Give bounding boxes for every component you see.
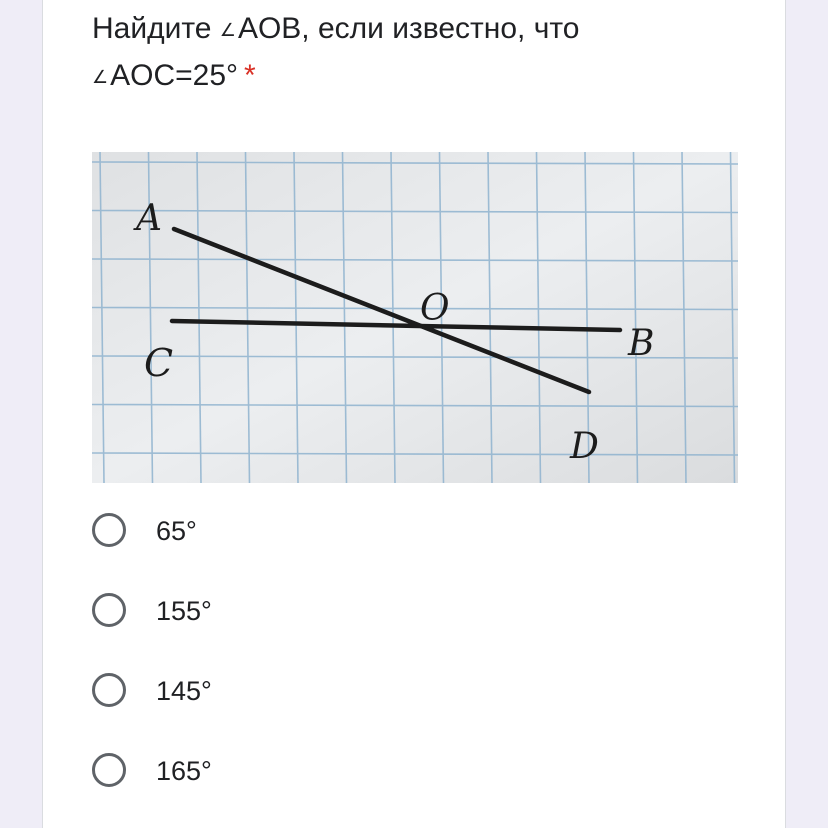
answer-options: [92, 492, 692, 812]
radio-button[interactable]: [92, 753, 126, 787]
question-text-given: AOC=25°: [110, 59, 239, 92]
option-label: 65°: [156, 516, 197, 546]
radio-button[interactable]: [92, 513, 126, 547]
option-row[interactable]: [92, 732, 692, 812]
paper-background: [92, 152, 738, 483]
geometry-drawing: [92, 152, 738, 483]
option-label: 145°: [156, 676, 212, 706]
label-a: A: [136, 198, 162, 239]
angle-symbol-icon: ∠: [219, 20, 236, 40]
label-o: O: [420, 288, 450, 329]
label-d: D: [570, 426, 599, 467]
radio-button[interactable]: [92, 673, 126, 707]
question-text-middle: AOB, если известно, что: [237, 12, 580, 45]
radio-button[interactable]: [92, 593, 126, 627]
label-c: C: [144, 341, 174, 385]
required-asterisk: *: [244, 59, 256, 92]
question-card: [42, 0, 786, 828]
option-label: 165°: [156, 756, 212, 786]
question-title: [92, 6, 732, 100]
angle-symbol-icon: ∠: [92, 67, 109, 87]
option-row[interactable]: [92, 652, 692, 732]
question-image: [92, 152, 738, 483]
option-label: 155°: [156, 596, 212, 626]
label-b: B: [628, 323, 655, 364]
option-row[interactable]: [92, 492, 692, 572]
option-row[interactable]: [92, 572, 692, 652]
question-text-prefix: Найдите: [92, 12, 220, 45]
